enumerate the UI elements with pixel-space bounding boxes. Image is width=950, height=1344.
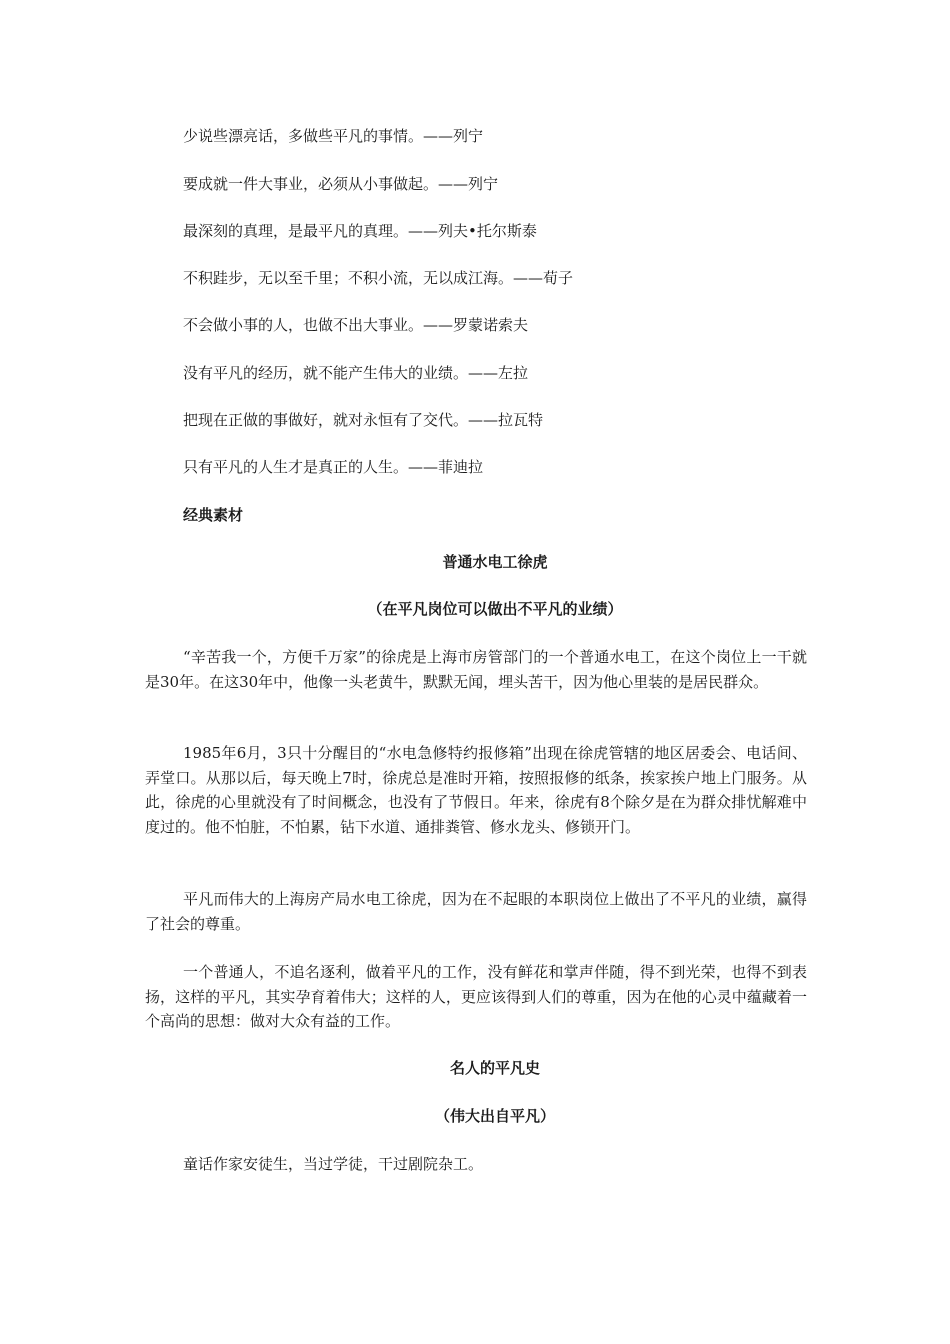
story-title: 名人的平凡史 bbox=[449, 1059, 540, 1077]
quote-line: 要成就一件大事业，必须从小事做起。——列宁 bbox=[183, 175, 499, 193]
story-paragraph: 一个普通人，不追名逐利，做着平凡的工作，没有鲜花和掌声伴随，得不到光荣，也得不到表扬，这样的平凡，其实孕育着伟大；这样的人，更应该得到人们的尊重，因为在他的心灵中蕴藏着一个高尚的思想：做对大众有益的工作。 bbox=[145, 963, 807, 1030]
quote-line: 少说些漂亮话，多做些平凡的事情。——列宁 bbox=[183, 127, 484, 145]
story-paragraph: 平凡而伟大的上海房产局水电工徐虎，因为在不起眼的本职岗位上做出了不平凡的业绩，赢得了社会的尊重。 bbox=[145, 890, 807, 933]
story-paragraph: “辛苦我一个，方便千万家”的徐虎是上海市房管部门的一个普通水电工，在这个岗位上一干就是30年。在这30年中，他像一头老黄牛，默默无闻，埋头苦干，因为他心里装的是居民群众。 bbox=[145, 648, 807, 691]
story-subtitle: （伟大出自平凡） bbox=[434, 1107, 555, 1125]
quote-line: 最深刻的真理，是最平凡的真理。——列夫•托尔斯泰 bbox=[183, 222, 537, 240]
story-title: 普通水电工徐虎 bbox=[442, 553, 548, 571]
quote-line: 不积跬步，无以至千里；不积小流，无以成江海。——荀子 bbox=[183, 269, 574, 287]
quote-line: 只有平凡的人生才是真正的人生。——菲迪拉 bbox=[183, 458, 484, 476]
story-paragraph: 1985年6月，3只十分醒目的“水电急修特约报修箱”出现在徐虎管辖的地区居委会、电话间、弄堂口。从那以后，每天晚上7时，徐虎总是准时开箱，按照报修的纸条，挨家挨户地上门服务。从此，徐虎的心里就没有了时间概念，也没有了节假日。年来，徐虎有8个除夕是在为群众排忧解难中度过的。他不怕脏，不怕累，钻下水道、通排粪管、修水龙头、修锁开门。 bbox=[145, 744, 807, 836]
quote-line: 不会做小事的人，也做不出大事业。——罗蒙诺索夫 bbox=[183, 316, 529, 334]
story-subtitle: （在平凡岗位可以做出不平凡的业绩） bbox=[367, 600, 623, 618]
quote-line: 没有平凡的经历，就不能产生伟大的业绩。——左拉 bbox=[183, 364, 529, 382]
section-heading: 经典素材 bbox=[183, 506, 244, 524]
quote-line: 把现在正做的事做好，就对永恒有了交代。——拉瓦特 bbox=[183, 411, 544, 429]
story-paragraph: 童话作家安徒生，当过学徒，干过剧院杂工。 bbox=[183, 1155, 484, 1173]
